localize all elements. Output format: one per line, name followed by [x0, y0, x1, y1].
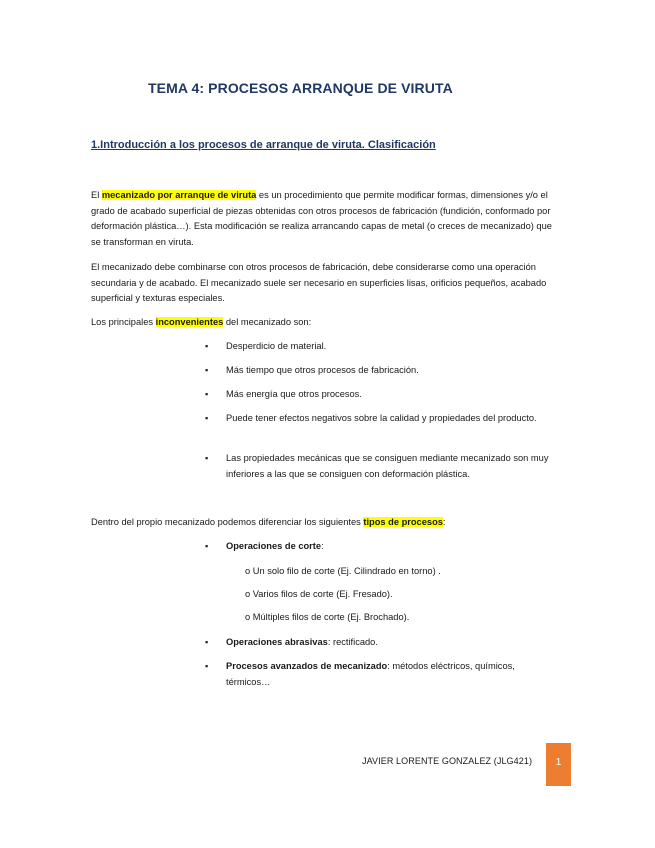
intro-paragraph-2: El mecanizado debe combinarse con otros procesos de fabricación, debe considerarse como una operación secundaria y de acabado. El mecanizado suele ser necesario en superficies lisas, orificios pequeños, acabado superficial y texturas especiales. — [91, 262, 547, 304]
list-item-text: Desperdicio de material. — [226, 341, 327, 351]
p1-lead: El — [91, 190, 102, 200]
list-item-text: Más tiempo que otros procesos de fabricación. — [226, 365, 419, 375]
intro-paragraph-3 — [91, 315, 561, 331]
square-bullet-icon: ▪ — [205, 541, 209, 551]
avanzados-label: Procesos avanzados de mecanizado — [226, 661, 388, 671]
square-bullet-icon: ▪ — [205, 637, 209, 647]
sub-list-item: o Un solo filo de corte (Ej. Cilindrado en torno) . — [245, 566, 441, 576]
p3-lead: Los principales — [91, 317, 156, 327]
p1-highlight: mecanizado por arranque de viruta — [101, 190, 257, 200]
square-bullet-icon: ▪ — [205, 413, 209, 423]
square-bullet-icon: ▪ — [205, 389, 209, 399]
page-number-badge: 1 — [546, 743, 571, 786]
tipos-tail: : — [442, 517, 446, 527]
tipos-paragraph — [91, 515, 561, 531]
list-item-text: Puede tener efectos negativos sobre la calidad y propiedades del producto. — [226, 413, 537, 423]
list-item-text: Las propiedades mecánicas que se consiguen mediante mecanizado son muy inferiores a las que se consiguen con deformación plástica. — [226, 453, 549, 479]
square-bullet-icon: ▪ — [205, 661, 209, 671]
intro-paragraph-1 — [91, 188, 561, 250]
list-item-text: Más energía que otros procesos. — [226, 389, 362, 399]
abrasivas-label: Operaciones abrasivas — [226, 637, 328, 647]
footer-author: JAVIER LORENTE GONZALEZ (JLG421) — [362, 756, 533, 766]
sub-list-item: o Varios filos de corte (Ej. Fresado). — [245, 589, 393, 599]
avanzados-tail: : métodos eléctricos, químicos, térmicos… — [226, 661, 515, 687]
square-bullet-icon: ▪ — [205, 453, 209, 463]
abrasivas-tail: : rectificado. — [327, 637, 378, 647]
document-title: TEMA 4: PROCESOS ARRANQUE DE VIRUTA — [148, 80, 453, 96]
square-bullet-icon: ▪ — [205, 365, 209, 375]
section-heading: 1.Introducción a los procesos de arranque de viruta. Clasificación — [91, 139, 436, 151]
tipos-lead: Dentro del propio mecanizado podemos diferenciar los siguientes — [91, 517, 364, 527]
p3-rest: del mecanizado son: — [223, 317, 312, 327]
tipos-highlight: tipos de procesos — [363, 517, 443, 527]
p3-highlight: inconvenientes — [155, 317, 224, 327]
sub-list-item: o Múltiples filos de corte (Ej. Brochado). — [245, 612, 410, 622]
p1-rest: es un procedimiento que permite modificar formas, dimensiones y/o el grado de acabado superficial de piezas obtenidas con otros procesos de fabricación (fundición, conformado por deformación plástica…). Esta modificación se realiza arrancando capas de metal (o creces de mecanizado) que se transforman en viruta. — [91, 190, 552, 247]
corte-tail: : — [321, 541, 324, 551]
corte-label: Operaciones de corte — [226, 541, 322, 551]
list-item-text — [226, 539, 556, 555]
list-item-text — [226, 659, 556, 691]
square-bullet-icon: ▪ — [205, 341, 209, 351]
list-item-text — [226, 635, 556, 651]
